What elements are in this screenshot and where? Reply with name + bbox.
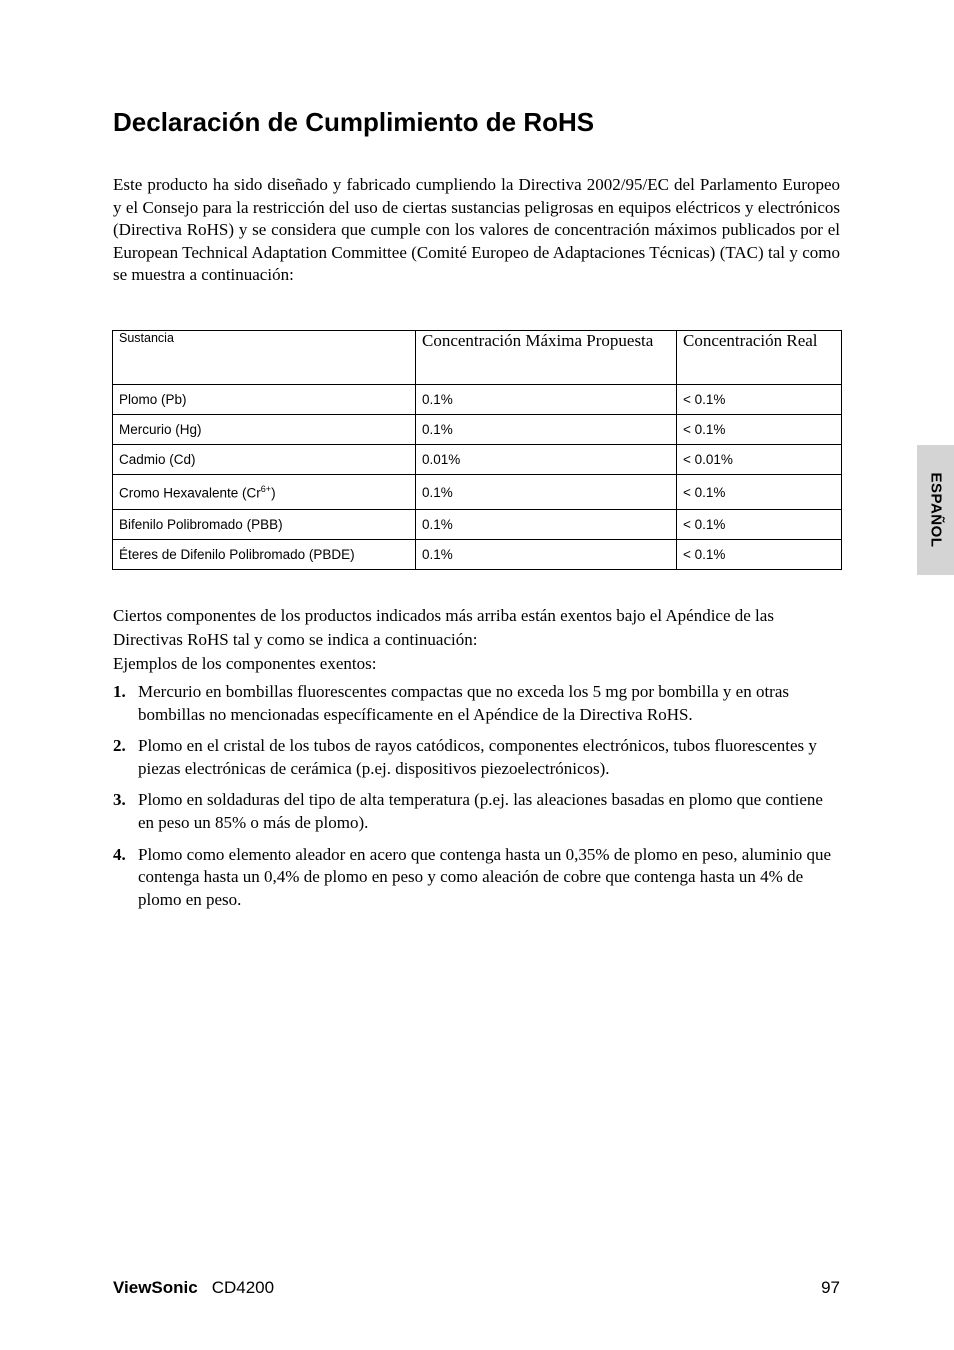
- cell-max: 0.1%: [416, 415, 677, 445]
- examples-heading: Ejemplos de los componentes exentos:: [113, 654, 377, 673]
- cell-max: 0.1%: [416, 510, 677, 540]
- cell-real: < 0.01%: [677, 445, 842, 475]
- examples-list: [113, 681, 843, 911]
- cell-real: < 0.1%: [677, 475, 842, 510]
- exemptions-section: [113, 604, 843, 920]
- item-number: 4.: [113, 844, 126, 864]
- header-real-concentration: Concentración Real: [677, 331, 842, 385]
- cell-substance: Mercurio (Hg): [113, 415, 416, 445]
- page-footer: [113, 1276, 840, 1300]
- item-number: 1.: [113, 682, 126, 701]
- cell-real: < 0.1%: [677, 385, 842, 415]
- header-max-concentration: Concentración Máxima Propuesta: [416, 331, 677, 385]
- cell-substance: Plomo (Pb): [113, 385, 416, 415]
- table-row: [113, 445, 842, 475]
- cell-substance: Bifenilo Polibromado (PBB): [113, 510, 416, 540]
- table-row: [113, 540, 842, 570]
- intro-paragraph: Este producto ha sido diseñado y fabricado cumpliendo la Directiva 2002/95/EC del Parlamento Europeo y el Consejo para la restricción del uso de ciertas sustancias peligrosas en equipos eléctricos y electrónicos (Directiva RoHS) y se considera que cumple con los valores de concentración máximos publicados por el European Technical Adaptation Committee (Comité Europeo de Adaptaciones Técnicas) (TAC) tal y como se muestra a continuación:: [113, 175, 840, 285]
- language-label: ESPAÑOL: [927, 472, 944, 548]
- table-header-row: [113, 331, 842, 385]
- footer-brand: ViewSonic: [113, 1278, 198, 1297]
- table-row: [113, 475, 842, 510]
- table-row: [113, 415, 842, 445]
- item-text: Plomo en el cristal de los tubos de rayos catódicos, componentes electrónicos, tubos fluorescentes y piezas electrónicas de cerámica (p.ej. dispositivos piezoelectrónicos).: [138, 736, 817, 778]
- rohs-table: [112, 330, 842, 570]
- table-row: [113, 510, 842, 540]
- header-substance: Sustancia: [113, 331, 416, 385]
- language-side-tab: [917, 445, 954, 575]
- exempt-paragraph: Ciertos componentes de los productos indicados más arriba están exentos bajo el Apéndice de las Directivas RoHS tal y como se indica a continuación:: [113, 606, 774, 649]
- cell-real: < 0.1%: [677, 415, 842, 445]
- cell-real: < 0.1%: [677, 540, 842, 570]
- item-number: 3.: [113, 790, 126, 810]
- item-text: Mercurio en bombillas fluorescentes compactas que no exceda los 5 mg por bombilla y en otras bombillas no mencionadas específicamente en el Apéndice de la Directiva RoHS.: [138, 682, 790, 724]
- substance-name: Cromo Hexavalente (Cr: [119, 485, 261, 501]
- item-text: Plomo en soldaduras del tipo de alta temperatura (p.ej. las aleaciones basadas en plomo que contiene en peso un 85% o más de plomo).: [138, 790, 823, 832]
- list-item: [113, 789, 843, 834]
- item-number: 2.: [113, 736, 126, 756]
- oxidation-state: 6+: [260, 483, 272, 494]
- cell-max: 0.1%: [416, 540, 677, 570]
- cell-max: 0.1%: [416, 385, 677, 415]
- cell-max: 0.01%: [416, 445, 677, 475]
- table-row: [113, 385, 842, 415]
- list-item: [113, 735, 843, 780]
- cell-substance: Éteres de Difenilo Polibromado (PBDE): [113, 540, 416, 570]
- cell-real: < 0.1%: [677, 510, 842, 540]
- footer-model: CD4200: [211, 1278, 275, 1297]
- page-title: Declaración de Cumplimiento de RoHS: [113, 107, 595, 137]
- page-number: 97: [821, 1278, 840, 1297]
- list-item: [113, 681, 843, 726]
- list-item: [113, 844, 843, 912]
- item-text: Plomo como elemento aleador en acero que contenga hasta un 0,35% de plomo en peso, aluminio que contenga hasta un 0,4% de plomo en peso y como aleación de cobre que contenga hasta un 4% de plomo en peso.: [138, 844, 832, 909]
- cell-substance: Cadmio (Cd): [113, 445, 416, 475]
- substance-close: ): [271, 485, 276, 501]
- cell-max: 0.1%: [416, 475, 677, 510]
- cell-substance: [113, 475, 416, 510]
